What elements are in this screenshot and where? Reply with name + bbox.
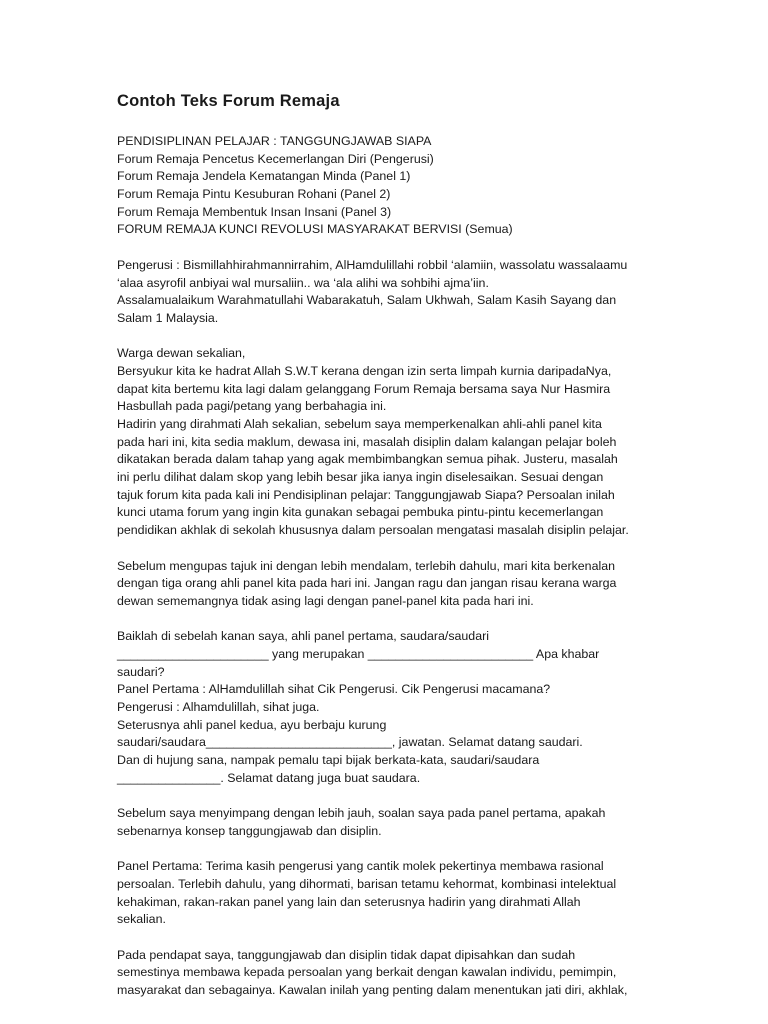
text-line: Sebelum mengupas tajuk ini dengan lebih mendalam, terlebih dahulu, mari kita berkenalan bbox=[117, 558, 615, 573]
text-line: Forum Remaja Membentuk Insan Insani (Panel 3) bbox=[117, 204, 392, 219]
paragraph bbox=[117, 805, 657, 840]
text-line: PENDISIPLINAN PELAJAR : TANGGUNGJAWAB SIAPA bbox=[117, 134, 432, 148]
text-line: dapat kita bertemu kita lagi dalam gelanggang Forum Remaja bersama saya Nur Hasmira bbox=[117, 381, 611, 396]
text-line: Sebelum saya menyimpang dengan lebih jauh, soalan saya pada panel pertama, apakah bbox=[117, 806, 606, 821]
text-line: saudari? bbox=[117, 664, 165, 679]
text-line: Bersyukur kita ke hadrat Allah S.W.T kerana dengan izin serta limpah kurnia daripadaNya, bbox=[117, 363, 612, 378]
text-line: FORUM REMAJA KUNCI REVOLUSI MASYARAKAT BERVISI (Semua) bbox=[117, 222, 513, 237]
paragraph-gap bbox=[117, 328, 657, 346]
text-line: Warga dewan sekalian, bbox=[117, 346, 246, 361]
text-line: Panel Pertama: Terima kasih pengerusi yang cantik molek pekertinya membawa rasional bbox=[117, 859, 604, 874]
text-line: Baiklah di sebelah kanan saya, ahli panel pertama, saudara/saudari bbox=[117, 629, 489, 644]
text-line: Panel Pertama : AlHamdulillah sihat Cik Pengerusi. Cik Pengerusi macamana? bbox=[117, 682, 551, 697]
text-line: persoalan. Terlebih dahulu, yang dihormati, barisan tetamu kehormat, kombinasi intelektual bbox=[117, 876, 617, 891]
paragraph-gap bbox=[117, 239, 657, 257]
paragraph-gap bbox=[117, 540, 657, 558]
text-line: pendidikan akhlak di sekolah khususnya dalam persoalan mengatasi masalah disiplin pelajar. bbox=[117, 523, 629, 538]
text-line: ______________________ yang merupakan ________________________ Apa khabar bbox=[117, 646, 600, 661]
text-line: Assalamualaikum Warahmatullahi Wabarakatuh, Salam Ukhwah, Salam Kasih Sayang dan bbox=[117, 293, 617, 308]
text-line: sekalian. bbox=[117, 912, 166, 927]
text-line: dikatakan berada dalam tahap yang agak membimbangkan semua pihak. Justeru, masalah bbox=[117, 452, 618, 467]
paragraph bbox=[117, 947, 657, 1000]
text-line: ini perlu dilihat dalam skop yang lebih besar jika ianya ingin diselesaikan. Sesuai dengan bbox=[117, 470, 604, 485]
text-line: Forum Remaja Pintu Kesuburan Rohani (Panel 2) bbox=[117, 187, 391, 202]
text-line: Hasbullah pada pagi/petang yang berbahagia ini. bbox=[117, 399, 387, 414]
paragraph-gap bbox=[117, 841, 657, 859]
text-line: kunci utama forum yang ingin kita gunakan sebagai pembuka pintu-pintu kecemerlangan bbox=[117, 505, 604, 520]
paragraph-gap bbox=[117, 611, 657, 629]
text-line: Pengerusi : Alhamdulillah, sihat juga. bbox=[117, 700, 320, 714]
text-line: Hadirin yang dirahmati Alah sekalian, sebelum saya memperkenalkan ahli-ahli panel kita bbox=[117, 417, 602, 431]
document-title: Contoh Teks Forum Remaja bbox=[117, 92, 340, 110]
text-line: Pengerusi : Bismillahhirahmannirrahim, AlHamdulillahi robbil ‘alamiin, wassolatu wassalaamu bbox=[117, 257, 628, 272]
text-line: saudari/saudara___________________________, jawatan. Selamat datang saudari. bbox=[117, 735, 583, 750]
paragraph bbox=[117, 257, 657, 328]
text-line: dewan sememangnya tidak asing lagi dengan panel-panel kita pada hari ini. bbox=[117, 593, 534, 608]
text-line: masyarakat dan sebagainya. Kawalan inilah yang penting dalam menentukan jati diri, akhlak, bbox=[117, 983, 628, 997]
text-line: Pada pendapat saya, tanggungjawab dan disiplin tidak dapat dipisahkan dan sudah bbox=[117, 947, 576, 962]
document-body bbox=[117, 133, 657, 1000]
text-line: Dan di hujung sana, nampak pemalu tapi bijak berkata-kata, saudari/saudara bbox=[117, 753, 540, 768]
text-line: dengan tiga orang ahli panel kita pada hari ini. Jangan ragu dan jangan risau kerana warga bbox=[117, 576, 617, 591]
paragraph bbox=[117, 858, 657, 929]
text-line: tajuk forum kita pada kali ini Pendisiplinan pelajar: Tanggungjawab Siapa? Persoalan inilah bbox=[117, 487, 615, 502]
text-line: pada hari ini, kita sedia maklum, dewasa ini, masalah disiplin dalam kalangan pelajar boleh bbox=[117, 434, 617, 449]
text-line: _______________. Selamat datang juga buat saudara. bbox=[117, 770, 421, 785]
paragraph bbox=[117, 133, 657, 239]
text-line: sebenarnya konsep tanggungjawab dan disiplin. bbox=[117, 823, 382, 838]
text-line: kehakiman, rakan-rakan panel yang lain dan seterusnya hadirin yang dirahmati Allah bbox=[117, 894, 581, 909]
paragraph-gap bbox=[117, 787, 657, 805]
text-line: Seterusnya ahli panel kedua, ayu berbaju kurung bbox=[117, 717, 387, 732]
text-line: ‘alaa asyrofil anbiyai wal mursaliin.. wa ‘ala alihi wa sohbihi ajma’iin. bbox=[117, 275, 489, 290]
text-line: Forum Remaja Jendela Kematangan Minda (Panel 1) bbox=[117, 169, 411, 184]
text-line: Forum Remaja Pencetus Kecemerlangan Diri (Pengerusi) bbox=[117, 151, 434, 166]
paragraph bbox=[117, 558, 657, 611]
text-line: semestinya membawa kepada persoalan yang berkait dengan kawalan individu, pemimpin, bbox=[117, 965, 617, 980]
paragraph-gap bbox=[117, 929, 657, 947]
text-line: Salam 1 Malaysia. bbox=[117, 310, 219, 325]
paragraph bbox=[117, 345, 657, 540]
paragraph bbox=[117, 628, 657, 787]
